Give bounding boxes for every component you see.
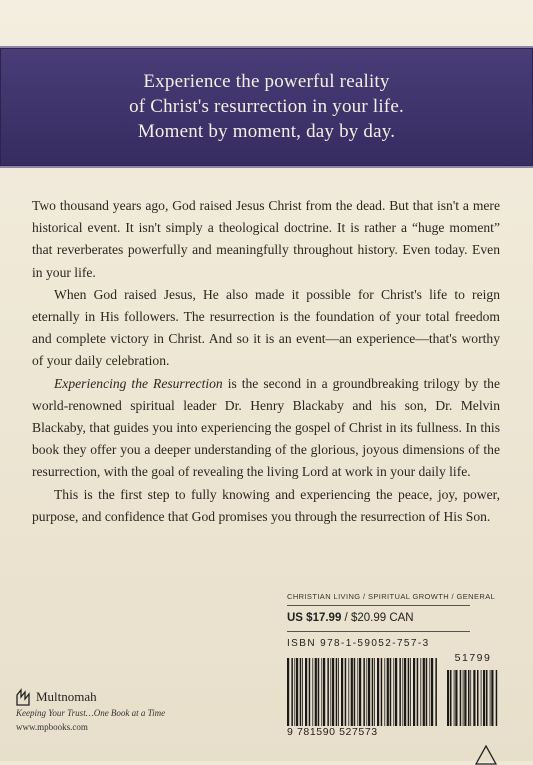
isbn: ISBN 978-1-59052-757-3	[287, 638, 430, 649]
barcode-bar	[354, 658, 356, 726]
barcode-block	[287, 652, 510, 742]
barcode-bar	[351, 658, 353, 726]
barcode-bar	[359, 658, 361, 726]
book-title: Experiencing the Resurrection	[54, 375, 223, 391]
barcode-bar	[447, 670, 449, 726]
description-paragraph-3-rest: is the second in a groundbreaking trilogy by the world-renowned spiritual leader Dr. Henry Blackaby and his son, Dr. Melvin Blackaby, that guides you into experiencing the gospel of Christ in its fullness. In this book they offer you a deeper understanding of the glorious, joyous dimensions of the resurrection, with the goal of revealing the living Lord at work in your daily life.	[32, 375, 500, 480]
banner-line-2: of Christ's resurrection in your life.	[129, 96, 404, 117]
price-us: US $17.99	[287, 612, 342, 624]
barcode-addon	[447, 670, 499, 726]
barcode-bar	[496, 670, 498, 726]
barcode-bar	[483, 670, 485, 726]
barcode-bar	[309, 658, 311, 726]
barcode-bar	[366, 658, 367, 726]
ean-barcode	[287, 658, 437, 726]
barcode-bar	[491, 670, 493, 726]
barcode-bar	[426, 658, 428, 726]
barcode-bar	[357, 658, 358, 726]
barcode-bar	[413, 658, 415, 726]
barcode-bar	[332, 658, 334, 726]
category-divider	[287, 605, 470, 606]
description-paragraph-2: When God raised Jesus, He also made it possible for Christ's life to reign eternally in His followers. The resurrection is the foundation of your total freedom and complete victory in Christ. And so it is an event—an experience—that's worthy of your daily celebration.	[32, 286, 500, 369]
banner-line-1: Experience the powerful reality	[143, 71, 390, 92]
barcode-bar	[420, 658, 421, 726]
barcode-bar	[468, 670, 470, 726]
price	[287, 612, 414, 624]
multnomah-logo-icon	[16, 688, 30, 706]
barcode-bar	[338, 658, 339, 726]
description-paragraph-4: This is the first step to fully knowing and experiencing the peace, joy, power, purpose, and confidence that God promises you through the resurrection of His Son.	[32, 486, 500, 524]
barcode-bar	[390, 658, 392, 726]
price-divider	[287, 631, 470, 632]
barcode-bar	[321, 658, 322, 726]
publisher-url[interactable]: www.mpbooks.com	[16, 722, 88, 732]
barcode-bar	[408, 658, 410, 726]
barcode-digits: 9 781590 527573	[287, 726, 378, 738]
barcode-bar	[393, 658, 394, 726]
barcode-bar	[341, 658, 343, 726]
barcode-bar	[302, 658, 303, 726]
barcode-bar	[402, 658, 403, 726]
barcode-bar	[477, 670, 479, 726]
tagline-banner	[0, 46, 533, 168]
barcode-bar	[330, 658, 331, 726]
barcode-bar	[431, 658, 433, 726]
barcode-bar	[470, 670, 471, 726]
barcode-bar	[368, 658, 370, 726]
barcode-addon-digits: 51799	[454, 652, 492, 664]
barcode-bar	[287, 658, 289, 726]
barcode-bar	[450, 670, 452, 726]
barcode-bar	[417, 658, 419, 726]
barcode-bar	[305, 658, 307, 726]
triangle-mark-icon	[475, 745, 497, 765]
publisher-tagline: Keeping Your Trust…One Book at a Time	[16, 708, 166, 718]
barcode-bar	[381, 658, 383, 726]
barcode-bar	[312, 658, 313, 726]
barcode-bar	[473, 670, 475, 726]
barcode-bar	[490, 670, 491, 726]
barcode-bar	[454, 670, 455, 726]
barcode-bar	[429, 658, 430, 726]
barcode-bar	[435, 658, 437, 726]
barcode-bar	[486, 670, 488, 726]
barcode-bar	[463, 670, 464, 726]
publisher-name: Multnomah	[36, 689, 97, 704]
barcode-bar	[348, 658, 349, 726]
barcode-bar	[363, 658, 365, 726]
barcode-bar	[327, 658, 329, 726]
description-paragraph-1: Two thousand years ago, God raised Jesus Christ from the dead. But that isn't a mere historical event. It isn't simply a theological doctrine. It is rather a “huge moment” that reverberates powerfully and meaningfully throughout history. Even today. Even in your life.	[32, 198, 500, 280]
barcode-bar	[318, 658, 320, 726]
barcode-bar	[423, 658, 425, 726]
barcode-bar	[399, 658, 401, 726]
barcode-bar	[481, 670, 482, 726]
barcode-bar	[464, 670, 466, 726]
barcode-bar	[410, 658, 411, 726]
barcode-bar	[460, 670, 462, 726]
barcode-bar	[455, 670, 457, 726]
barcode-bar	[395, 658, 397, 726]
barcode-bar	[387, 658, 389, 726]
barcode-bar	[296, 658, 298, 726]
barcode-bar	[294, 658, 295, 726]
barcode-bar	[300, 658, 302, 726]
bisac-category: CHRISTIAN LIVING / SPIRITUAL GROWTH / GENERAL	[287, 592, 496, 601]
barcode-bar	[336, 658, 338, 726]
barcode-bar	[315, 658, 317, 726]
barcode-bar	[384, 658, 385, 726]
barcode-bar	[291, 658, 293, 726]
barcode-bar	[345, 658, 347, 726]
barcode-bar	[377, 658, 379, 726]
barcode-bar	[323, 658, 325, 726]
barcode-bar	[372, 658, 374, 726]
description-paragraph-3	[32, 373, 500, 484]
barcode-bar	[374, 658, 375, 726]
banner-line-3: Moment by moment, day by day.	[137, 121, 396, 142]
book-description	[32, 195, 500, 528]
price-can: / $20.99 CAN	[341, 612, 414, 624]
barcode-bar	[404, 658, 406, 726]
